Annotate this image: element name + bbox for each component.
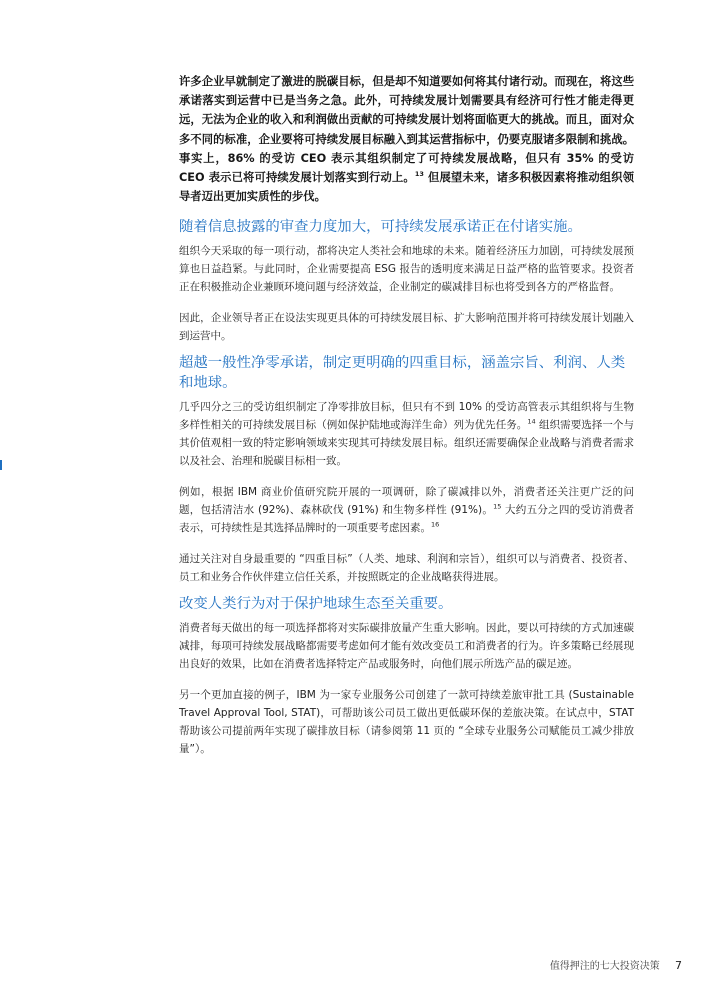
footnote-ref: 13 <box>414 170 424 179</box>
section-heading-disclosure: 随着信息披露的审查力度加大，可持续发展承诺正在付诸实施。 <box>179 219 582 236</box>
section1-paragraph-2: 因此，企业领导者正在设法实现更具体的可持续发展目标、扩大影响范围并将可持续发展计划融入到运营中。 <box>179 312 634 343</box>
section3-paragraph-2: 另一个更加直接的例子，IBM 为一家专业服务公司创建了一款可持续差旅审批工具 (Sustainable Travel Approval Tool, STAT)，可帮助该公司员工做出更低碳环保的差旅决策。在试点中，STAT 帮助该公司提前两年实现了碳排放目标（请参阅第 11 页的 “全球专业服务公司赋能员工减少排放量”）。 <box>179 689 634 756</box>
section2-paragraph-3: 通过关注对自身最重要的 “四重目标”（人类、地球、利润和宗旨），组织可以与消费者、投资者、员工和业务合作伙伴建立信任关系，并按照既定的企业战略获得进展。 <box>179 553 634 584</box>
footnote-ref: 14 <box>527 417 536 426</box>
page-number: 7 <box>675 959 682 972</box>
footer-doc-title: 值得押注的七大投资决策 <box>549 961 660 972</box>
page-content <box>179 72 634 771</box>
section3-paragraph-1: 消费者每天做出的每一项选择都将对实际碳排放量产生重大影响。因此，要以可持续的方式加速碳减排，每项可持续发展战略都需要考虑如何才能有效改变员工和消费者的行为。许多策略已经展现出良好的效果，比如在消费者选择特定产品或服务时，向他们展示所选产品的碳足迹。 <box>179 622 634 671</box>
section2-paragraph-1: 几乎四分之三的受访组织制定了净零排放目标，但只有不到 10% 的受访高管表示其组织将与生物多样性相关的可持续发展目标（例如保护陆地或海洋生命）列为优先任务。$^{14}$ 组织需要选择一个与其价值观相一致的特定影响领域来实现其可持续发展目标。组织还需要确保企业战略与消费者需求以及社会、治理和脱碳目标相一致。 <box>179 401 635 468</box>
section-heading-behavior-change: 改变人类行为对于保护地球生态至关重要。 <box>179 596 453 613</box>
section-heading-quadruple-goals: 超越一般性净零承诺，制定更明确的四重目标，涵盖宗旨、利润、人类和地球。 <box>179 355 626 392</box>
section1-paragraph-1: 组织今天采取的每一项行动，都将决定人类社会和地球的未来。随着经济压力加剧，可持续发展预算也日益趋紧。与此同时，企业需要提高 ESG 报告的透明度来满足日益严格的监管要求。投资者正在积极推动企业兼顾环境问题与经济效益，企业制定的碳减排目标也将受到各方的严格监督。 <box>179 245 634 294</box>
intro-paragraph: 许多企业早就制定了激进的脱碳目标，但是却不知道要如何将其付诸行动。而现在，将这些承诺落实到运营中已是当务之急。此外，可持续发展计划需要具有经济可行性才能走得更远，无法为企业的收入和利润做出贡献的可持续发展计划将面临更大的挑战。而且，面对众多不同的标准，企业要将可持续发展目标融入到其运营指标中，仍要克服诸多限制和挑战。事实上，86% 的受访 CEO 表示其组织制定了可持续发展战略，但只有 35% 的受访 CEO 表示已将可持续发展计划落实到行动上。$^{13}$ 但展望未来，诸多积极因素将推动组织领导者迈出更加实质性的步伐。 <box>179 75 634 204</box>
page-footer <box>550 957 682 972</box>
edge-marker <box>0 460 2 470</box>
section2-paragraph-2: 例如，根据 IBM 商业价值研究院开展的一项调研，除了碳减排以外，消费者还关注更广泛的问题，包括清洁水 (92%)、森林砍伐 (91%) 和生物多样性 (91%)。$^{15}$ 大约五分之四的受访消费者表示，可持续性是其选择品牌时的一项重要考虑因素。$^{16}$ <box>179 486 634 535</box>
footnote-ref: 16 <box>431 520 440 529</box>
footnote-ref: 15 <box>493 502 502 511</box>
